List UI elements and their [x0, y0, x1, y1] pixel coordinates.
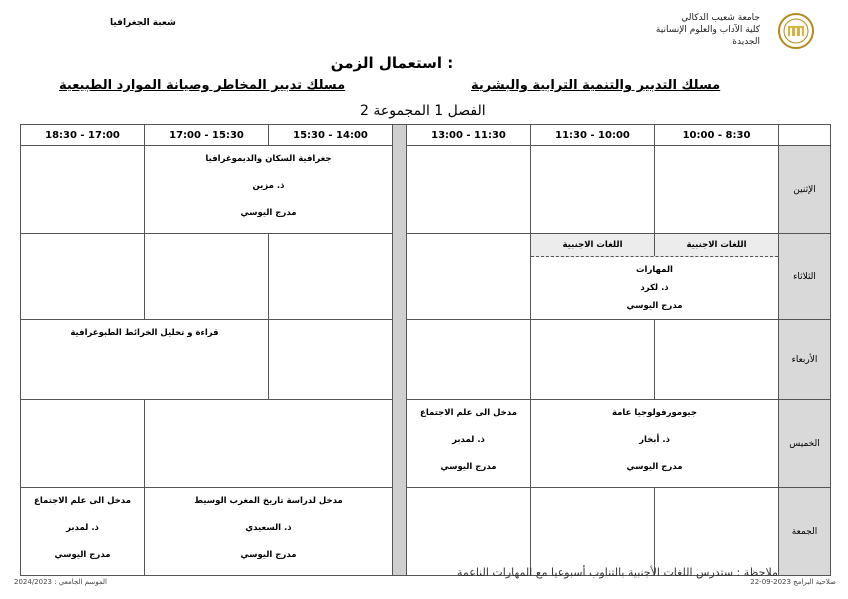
empty-cell	[407, 320, 531, 400]
day-thursday: الخميس	[779, 400, 831, 488]
course-name: قراءة و تحليل الخرائط الطبوغرافية	[70, 328, 219, 338]
department-name: شعبة الجغرافيا	[110, 18, 176, 28]
professor-name: ذ. لكرد	[640, 283, 669, 293]
city-name: الجديدة	[732, 37, 760, 47]
row-friday	[21, 488, 831, 576]
time-slot-1130: 13:00 - 11:30	[407, 125, 531, 146]
time-slot-1000: 11:30 - 10:00	[531, 125, 655, 146]
empty-cell	[407, 146, 531, 234]
row-thursday	[21, 400, 831, 488]
session-cell	[145, 146, 393, 234]
course-name: المهارات	[636, 265, 673, 275]
section-label: الفصل 1 المجموعة 2	[360, 103, 486, 119]
university-logo	[776, 12, 816, 50]
program-right: مسلك التدبير والتنمية الترابية والبشرية	[471, 78, 721, 93]
empty-cell	[21, 234, 145, 320]
day-monday: الإثنين	[779, 146, 831, 234]
university-header	[656, 12, 760, 48]
room-name: مدرج اليوسي	[240, 208, 297, 218]
timetable	[20, 124, 831, 576]
time-slot-0830: 10:00 - 8:30	[655, 125, 779, 146]
foreign-languages-label: اللغات الاجنبية	[686, 240, 747, 250]
course-name: مدخل الى علم الاجتماع	[420, 408, 517, 418]
foreign-languages-row	[531, 234, 778, 257]
room-name: مدرج اليوسي	[440, 462, 497, 472]
course-name: جيومورفولوجيا عامة	[612, 408, 697, 418]
session-cell	[21, 320, 269, 400]
row-monday	[21, 146, 831, 234]
session-cell	[21, 488, 145, 576]
empty-cell	[655, 488, 779, 576]
professor-name: ذ. مزين	[252, 181, 285, 191]
day-wednesday: الأربعاء	[779, 320, 831, 400]
empty-cell	[407, 488, 531, 576]
empty-cell	[269, 234, 393, 320]
time-slot-1700: 18:30 - 17:00	[21, 125, 145, 146]
empty-cell	[407, 234, 531, 320]
page-title: استعمال الزمن :	[330, 54, 454, 72]
empty-cell	[269, 320, 393, 400]
session-cell	[407, 400, 531, 488]
room-name: مدرج اليوسي	[626, 462, 683, 472]
day-friday: الجمعة	[779, 488, 831, 576]
room-name: مدرج اليوسي	[626, 301, 683, 311]
empty-cell	[655, 146, 779, 234]
faculty-name: كلية الآداب والعلوم الإنسانية	[655, 25, 760, 35]
session-cell	[531, 400, 779, 488]
room-name: مدرج اليوسي	[54, 550, 111, 560]
empty-cell	[531, 320, 655, 400]
course-name: مدخل لدراسة تاريخ المغرب الوسيط	[194, 496, 343, 506]
corner-cell	[779, 125, 831, 146]
room-name: مدرج اليوسي	[240, 550, 297, 560]
footer-note: ملاحظة : ستدرس اللغات الأجنبية بالتناوب أسبوعيا مع المهارات الناعمة	[457, 566, 778, 579]
professor-name: ذ. السعيدي	[245, 523, 292, 533]
professor-name: ذ. أبخار	[639, 435, 670, 445]
professor-name: ذ. لمدبر	[66, 523, 99, 533]
session-cell	[145, 488, 393, 576]
row-wednesday	[21, 320, 831, 400]
skills-block	[531, 257, 778, 313]
empty-cell	[21, 146, 145, 234]
professor-name: ذ. لمدبر	[452, 435, 485, 445]
foreign-languages-label: اللغات الاجنبية	[531, 234, 655, 256]
session-cell	[531, 234, 779, 320]
lunch-gap	[393, 125, 407, 576]
day-tuesday: الثلاثاء	[779, 234, 831, 320]
time-slot-1530: 17:00 - 15:30	[145, 125, 269, 146]
empty-cell	[145, 234, 269, 320]
course-name: جغرافية السكان والديموغرافيا	[205, 154, 332, 164]
time-header-row	[21, 125, 831, 146]
empty-cell	[531, 146, 655, 234]
row-tuesday	[21, 234, 831, 320]
empty-cell	[21, 400, 145, 488]
program-left: مسلك تدبير المخاطر وصيانة الموارد الطبيعية	[59, 78, 346, 93]
empty-cell	[145, 400, 393, 488]
empty-cell	[531, 488, 655, 576]
empty-cell	[655, 320, 779, 400]
course-name: مدخل الى علم الاجتماع	[34, 496, 131, 506]
validity-date: صلاحية البرامج 2023-09-22	[750, 578, 836, 586]
time-slot-1400: 15:30 - 14:00	[269, 125, 393, 146]
university-name: جامعة شعيب الدكالي	[681, 13, 760, 23]
academic-season: الموسم الجامعي : 2024/2023	[14, 578, 107, 586]
